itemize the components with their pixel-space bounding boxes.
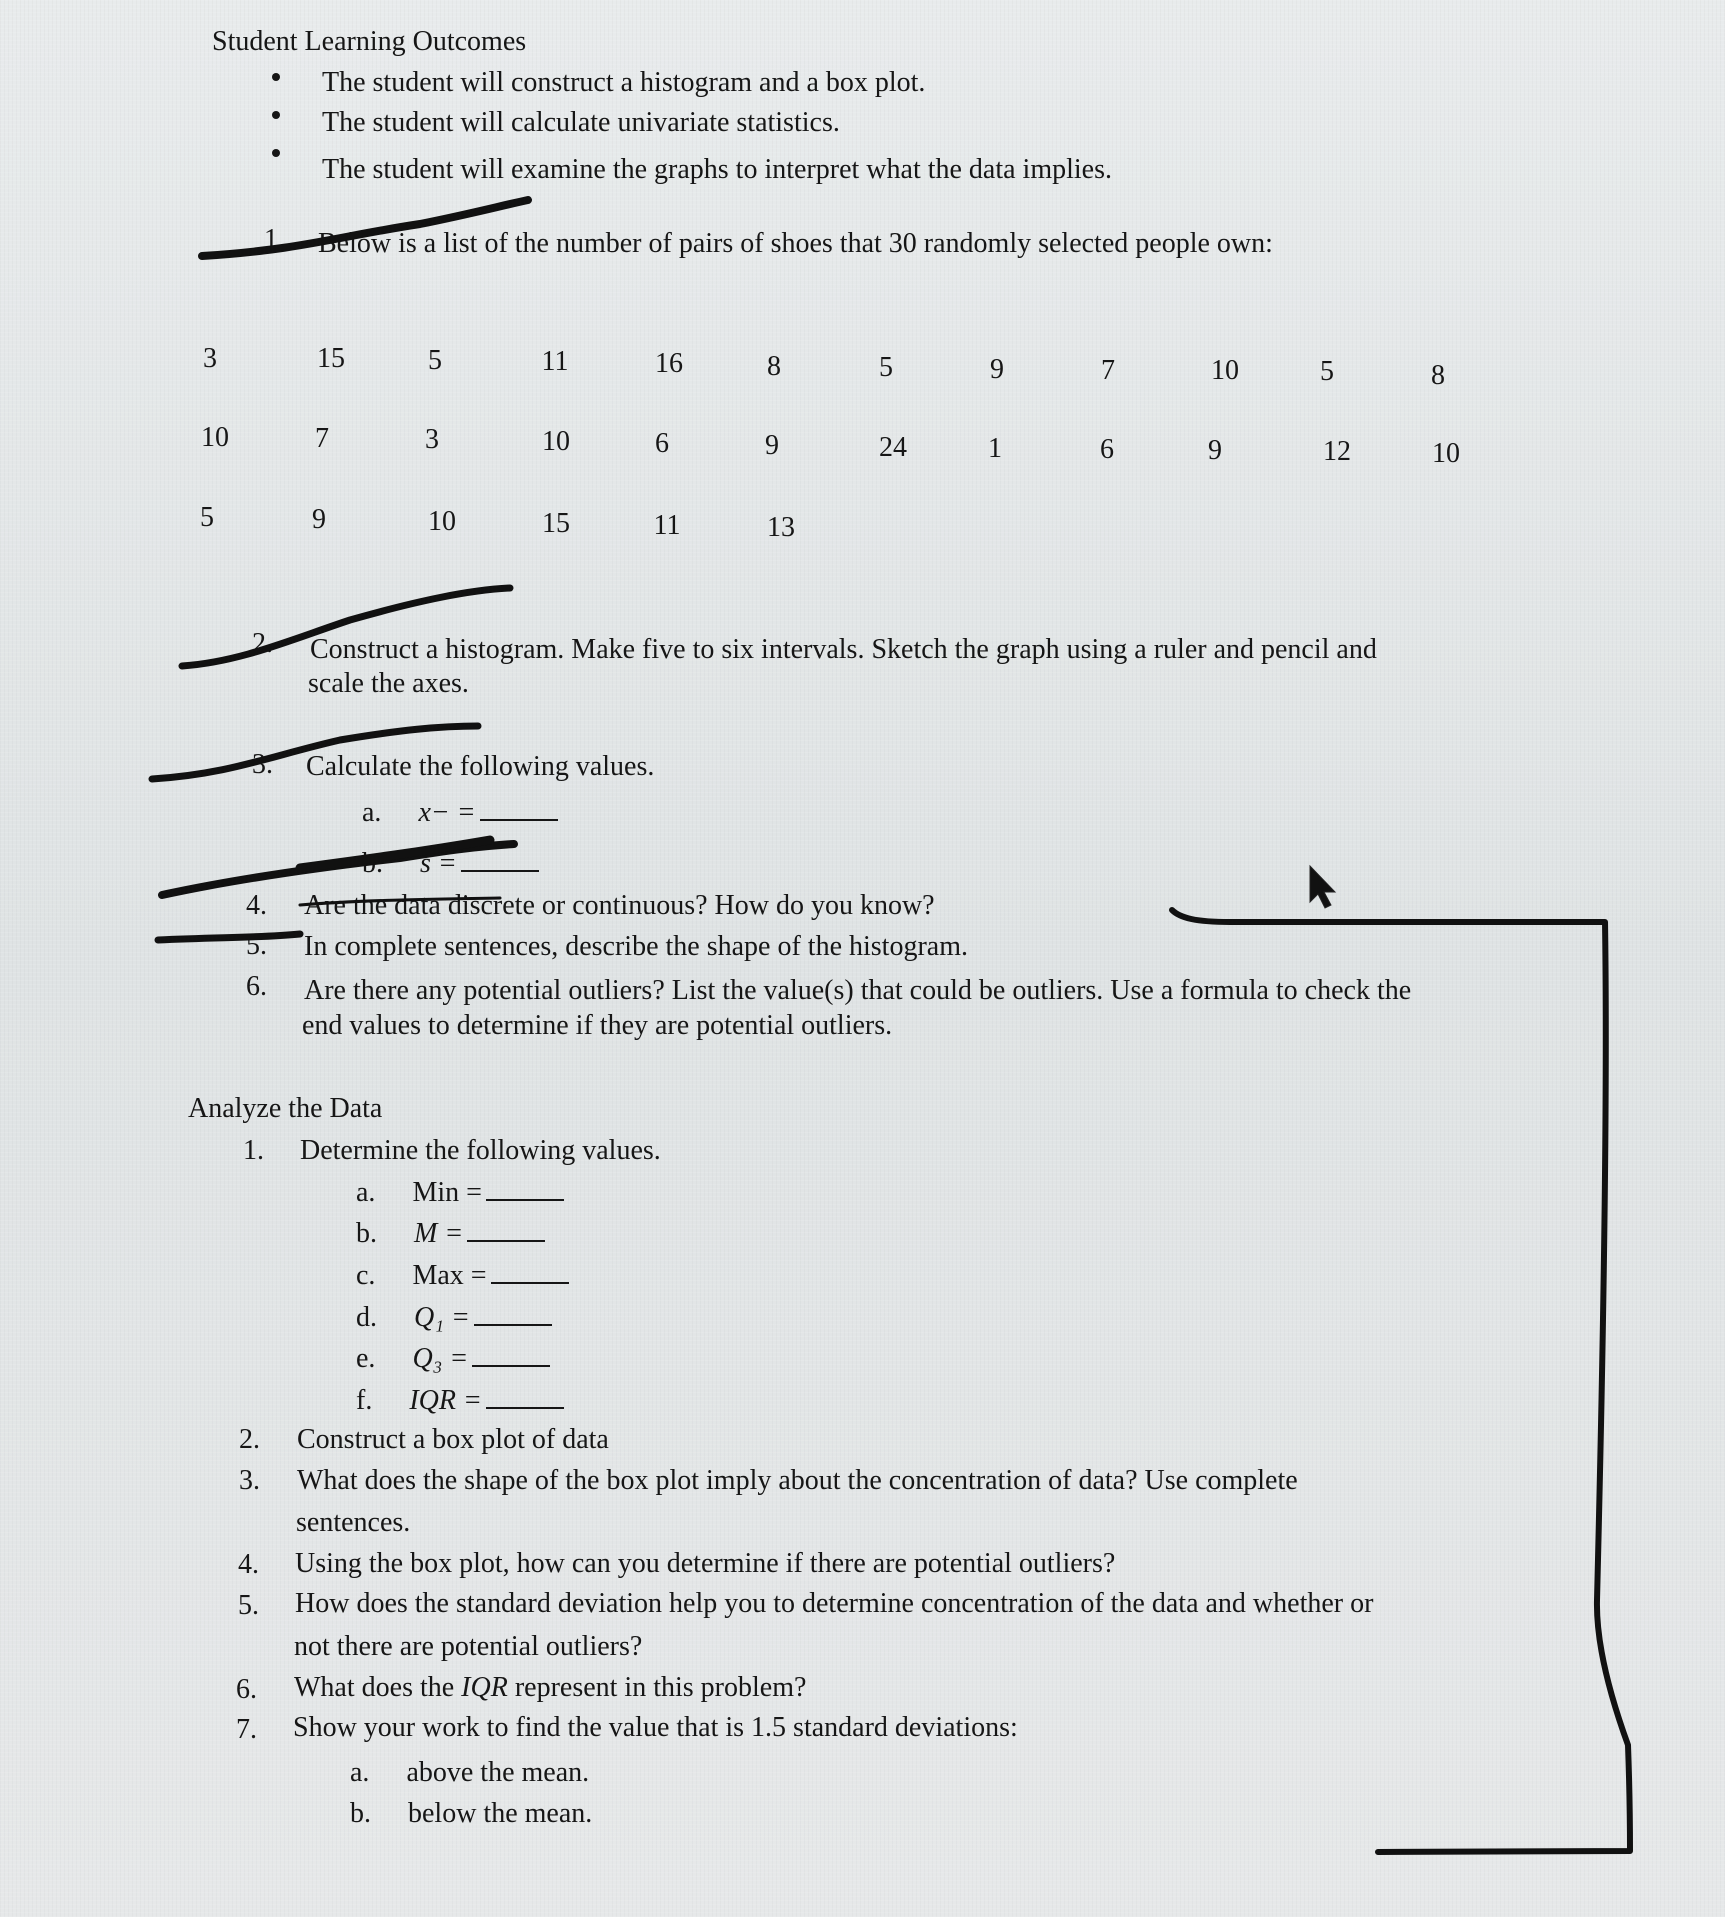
question-3a-letter: a. [362,797,382,828]
question-2-line-2: scale the axes. [308,668,469,699]
strike-mark [158,934,300,940]
analyze-item-4-number: 4. [238,1549,259,1580]
analyze-item-5-number: 5. [238,1590,259,1621]
analyze-item-4-text: Using the box plot, how can you determine if there are potential outliers? [295,1548,1116,1579]
bracket-mark [1172,910,1630,1852]
data-value: 10 [1432,438,1460,469]
data-value: 6 [1100,434,1114,465]
analyze-item-6-number: 6. [236,1674,257,1705]
data-value: 7 [1101,355,1115,386]
analyze-item-2-text: Construct a box plot of data [297,1424,609,1455]
data-value: 5 [428,345,442,376]
strike-mark [152,726,478,779]
data-value: 1 [988,433,1002,464]
value-letter: d. [356,1302,377,1333]
analyze-item-1-text: Determine the following values. [300,1135,661,1166]
data-value: 5 [200,502,214,533]
data-value: 8 [1431,360,1445,391]
value-letter: b. [356,1218,377,1249]
analyze-item-3-line-2: sentences. [296,1507,411,1538]
page-heading: Student Learning Outcomes [212,26,527,57]
data-value: 10 [428,506,456,537]
analyze-item-7-number: 7. [236,1714,257,1745]
value-letter: c. [356,1260,376,1291]
data-value: 9 [990,354,1004,385]
strike-mark [300,898,500,905]
analyze-item-7-text: Show your work to find the value that is 1.5 standard deviations: [293,1712,1018,1743]
data-value: 9 [765,430,779,461]
iqr-label: IQR = [409,1385,482,1416]
q1-label: Q₁ = [414,1302,470,1333]
data-value: 6 [655,428,669,459]
analyze-item-1-number: 1. [243,1135,264,1166]
data-value: 9 [1208,435,1222,466]
question-6-line-2: end values to determine if they are potential outliers. [302,1010,893,1041]
data-value: 11 [541,346,569,377]
data-value: 7 [315,423,329,454]
std-dev-label: s = [420,848,457,879]
data-value: 16 [655,348,683,379]
strike-mark [202,200,528,256]
outcome-2: The student will calculate univariate statistics. [322,107,840,138]
value-letter: a. [350,1757,370,1788]
cursor-icon [1310,866,1335,908]
outcome-1: The student will construct a histogram and a box plot. [322,67,926,98]
question-5-text: In complete sentences, describe the shape of the histogram. [304,931,968,962]
min-label: Min = [412,1177,482,1208]
question-6-line-1: Are there any potential outliers? List the value(s) that could be outliers. Use a formula to check the [304,975,1412,1006]
question-3-number: 3. [252,749,273,780]
question-4-text: Are the data discrete or continuous? How do you know? [304,890,935,921]
question-3-text: Calculate the following values. [306,751,655,782]
data-value: 9 [312,504,326,535]
data-value: 3 [425,424,439,455]
data-value: 3 [203,343,217,374]
question-6-number: 6. [246,971,267,1002]
data-value: 13 [767,512,795,543]
question-3b-letter: b. [362,848,383,879]
question-2-line-1: Construct a histogram. Make five to six intervals. Sketch the graph using a ruler and pencil and [310,634,1377,665]
question-1-number: 1. [264,224,285,255]
item-6-post: represent in this problem? [507,1672,807,1703]
data-value: 10 [542,426,570,457]
data-value: 10 [1211,355,1239,386]
data-value: 8 [767,351,781,382]
data-value: 12 [1323,436,1351,467]
item-6-pre: What does the [294,1672,462,1703]
strike-mark [162,844,514,895]
median-label: M = [414,1218,464,1249]
question-1-text: Below is a list of the number of pairs of shoes that 30 randomly selected people own: [318,228,1273,259]
data-value: 15 [542,508,570,539]
analyze-item-2-number: 2. [239,1424,260,1455]
analyze-item-5-line-1: How does the standard deviation help you to determine concentration of the data and whether or [295,1588,1374,1619]
data-value: 24 [879,432,907,463]
mean-label: x− = [418,797,476,828]
max-label: Max = [412,1260,487,1291]
value-letter: a. [356,1177,376,1208]
value-letter: f. [356,1385,373,1416]
data-value: 11 [653,510,681,541]
value-letter: e. [356,1343,376,1374]
above-mean-text: above the mean. [406,1757,590,1788]
data-value: 5 [1320,356,1334,387]
data-value: 10 [201,422,229,453]
question-5-number: 5. [246,930,267,961]
analyze-item-3-number: 3. [239,1465,260,1496]
analyze-heading: Analyze the Data [188,1093,383,1124]
analyze-item-5-line-2: not there are potential outliers? [294,1631,643,1662]
below-mean-text: below the mean. [408,1798,593,1829]
q3-label: Q₃ = [412,1343,469,1374]
data-value: 15 [317,343,345,374]
question-4-number: 4. [246,890,267,921]
strike-mark [182,588,510,666]
question-2-number: 2. [252,628,273,659]
value-letter: b. [350,1798,371,1829]
outcome-3: The student will examine the graphs to interpret what the data implies. [322,154,1113,185]
item-6-iqr: IQR [461,1672,508,1703]
data-value: 5 [879,352,893,383]
strike-mark [300,840,490,868]
analyze-item-3-line-1: What does the shape of the box plot imply about the concentration of data? Use complete [297,1465,1298,1496]
